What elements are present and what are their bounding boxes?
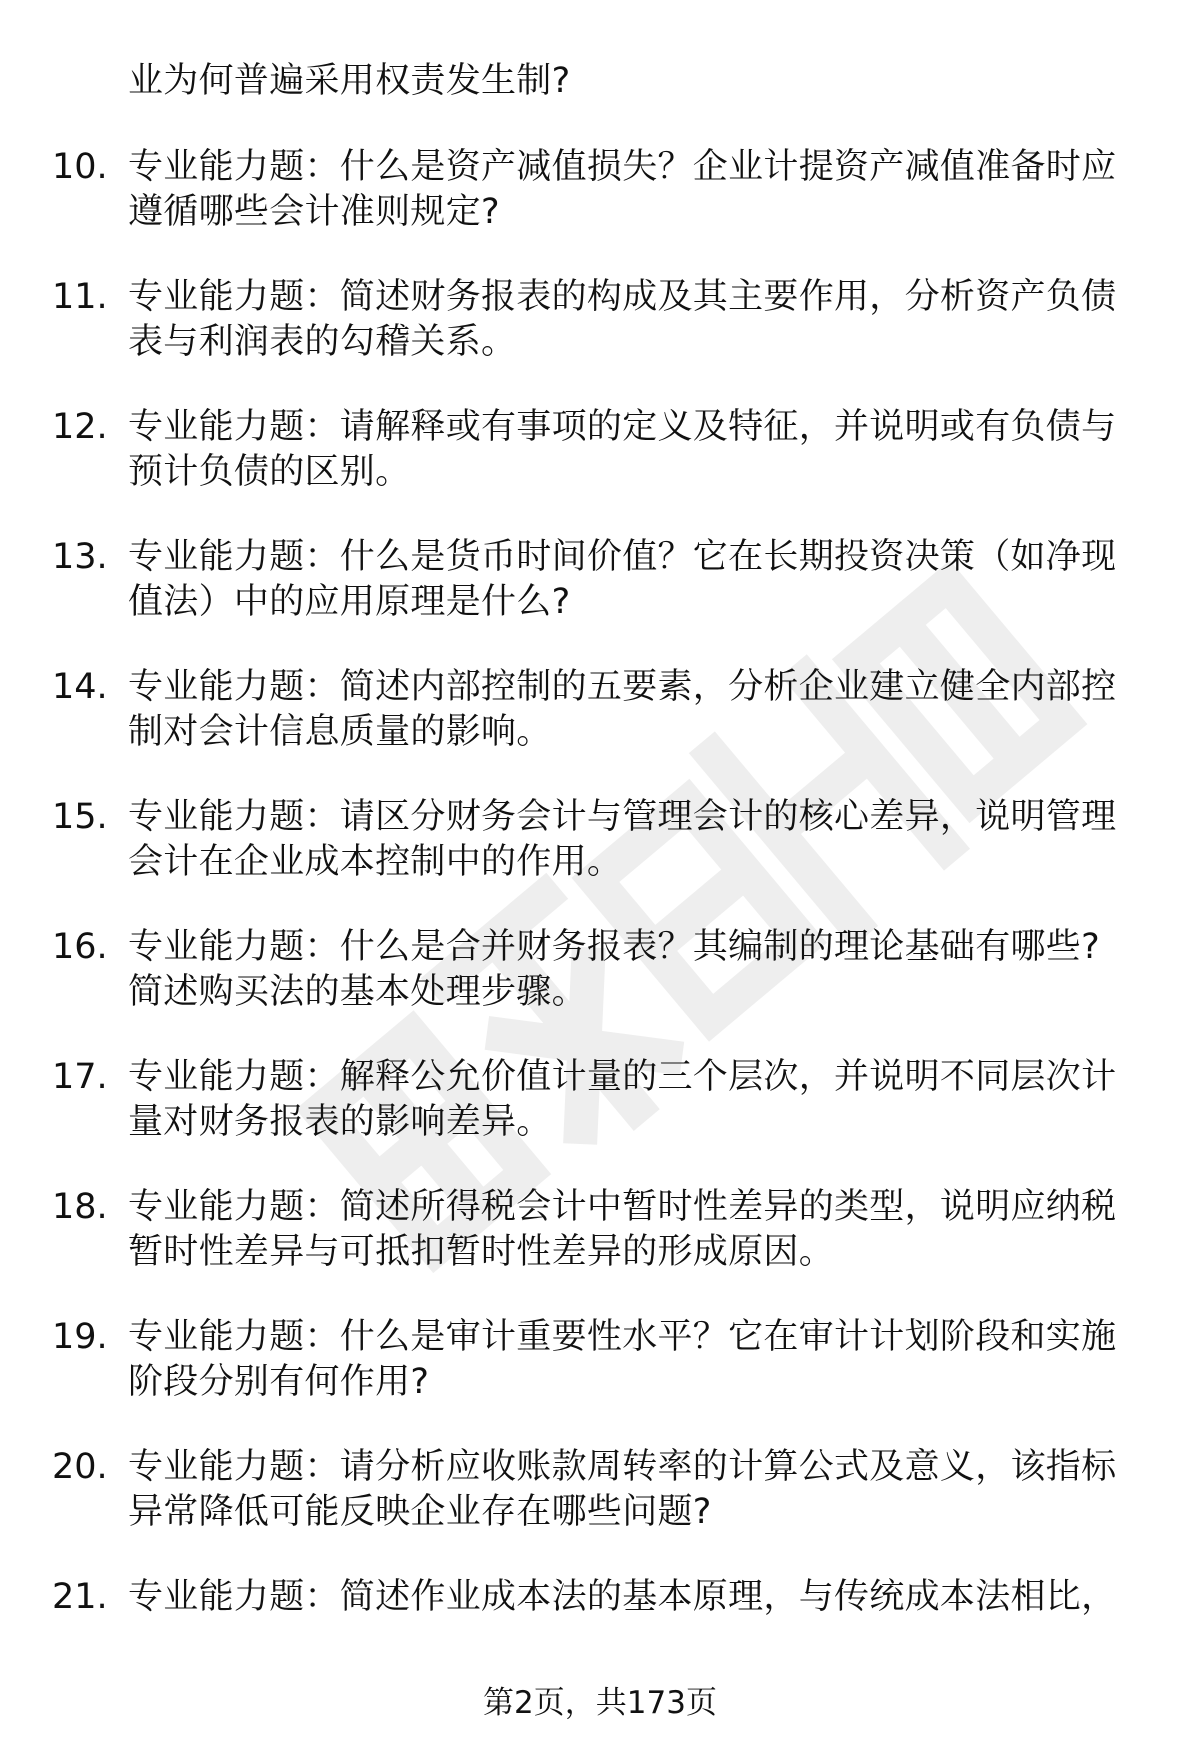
question-number: 15.: [52, 797, 108, 837]
question-text: 专业能力题：什么是资产减值损失？企业计提资产减值准备时应: [128, 147, 1117, 187]
question-text: 异常降低可能反映企业存在哪些问题?: [128, 1492, 712, 1532]
question-text: 专业能力题：请解释或有事项的定义及特征，并说明或有负债与: [128, 407, 1117, 447]
question-text: 专业能力题：什么是合并财务报表？其编制的理论基础有哪些?: [128, 927, 1100, 967]
question-number: 10.: [52, 147, 108, 187]
question-text: 暂时性差异与可抵扣暂时性差异的形成原因。: [128, 1232, 835, 1272]
question-text: 量对财务报表的影响差异。: [128, 1102, 552, 1142]
question-number: 21.: [52, 1577, 108, 1617]
question-number: 17.: [52, 1057, 108, 1097]
question-text: 遵循哪些会计准则规定?: [128, 192, 500, 232]
list-item: [0, 792, 1200, 922]
question-text: 专业能力题：简述内部控制的五要素，分析企业建立健全内部控: [128, 667, 1117, 707]
question-number: 20.: [52, 1447, 108, 1487]
question-number: 19.: [52, 1317, 108, 1357]
question-text: 表与利润表的勾稽关系。: [128, 322, 517, 362]
question-text: 预计负债的区别。: [128, 452, 411, 492]
list-item: [0, 1442, 1200, 1572]
question-text: 值法）中的应用原理是什么?: [128, 582, 571, 622]
question-number: 11.: [52, 277, 108, 317]
question-text: 专业能力题：什么是审计重要性水平？它在审计计划阶段和实施: [128, 1317, 1117, 1357]
page-footer: 第2页，共173页: [483, 1685, 717, 1721]
question-text: 专业能力题：简述财务报表的构成及其主要作用，分析资产负债: [128, 277, 1117, 317]
question-list: [0, 142, 1200, 1702]
list-item: [0, 662, 1200, 792]
question-number: 13.: [52, 537, 108, 577]
question-text: 专业能力题：简述作业成本法的基本原理，与传统成本法相比，: [128, 1577, 1117, 1617]
question-text: 专业能力题：简述所得税会计中暂时性差异的类型，说明应纳税: [128, 1187, 1117, 1227]
question-number: 12.: [52, 407, 108, 447]
question-number: 14.: [52, 667, 108, 707]
list-item: [0, 142, 1200, 272]
list-item: [0, 1052, 1200, 1182]
question-text: 专业能力题：请分析应收账款周转率的计算公式及意义，该指标: [128, 1447, 1117, 1487]
question-text: 简述购买法的基本处理步骤。: [128, 972, 587, 1012]
continuation-text: 业为何普遍采用权责发生制?: [128, 61, 571, 101]
question-text: 专业能力题：请区分财务会计与管理会计的核心差异，说明管理: [128, 797, 1117, 837]
list-item: [0, 272, 1200, 402]
question-text: 专业能力题：什么是货币时间价值？它在长期投资决策（如净现: [128, 537, 1117, 577]
question-text: 会计在企业成本控制中的作用。: [128, 842, 623, 882]
list-item: [0, 402, 1200, 532]
question-number: 16.: [52, 927, 108, 967]
question-text: 制对会计信息质量的影响。: [128, 712, 552, 752]
list-item: [0, 1312, 1200, 1442]
list-item: [0, 1182, 1200, 1312]
question-text: 专业能力题：解释公允价值计量的三个层次，并说明不同层次计: [128, 1057, 1117, 1097]
question-text: 阶段分别有何作用?: [128, 1362, 430, 1402]
question-number: 18.: [52, 1187, 108, 1227]
list-item: [0, 922, 1200, 1052]
list-item: [0, 532, 1200, 662]
